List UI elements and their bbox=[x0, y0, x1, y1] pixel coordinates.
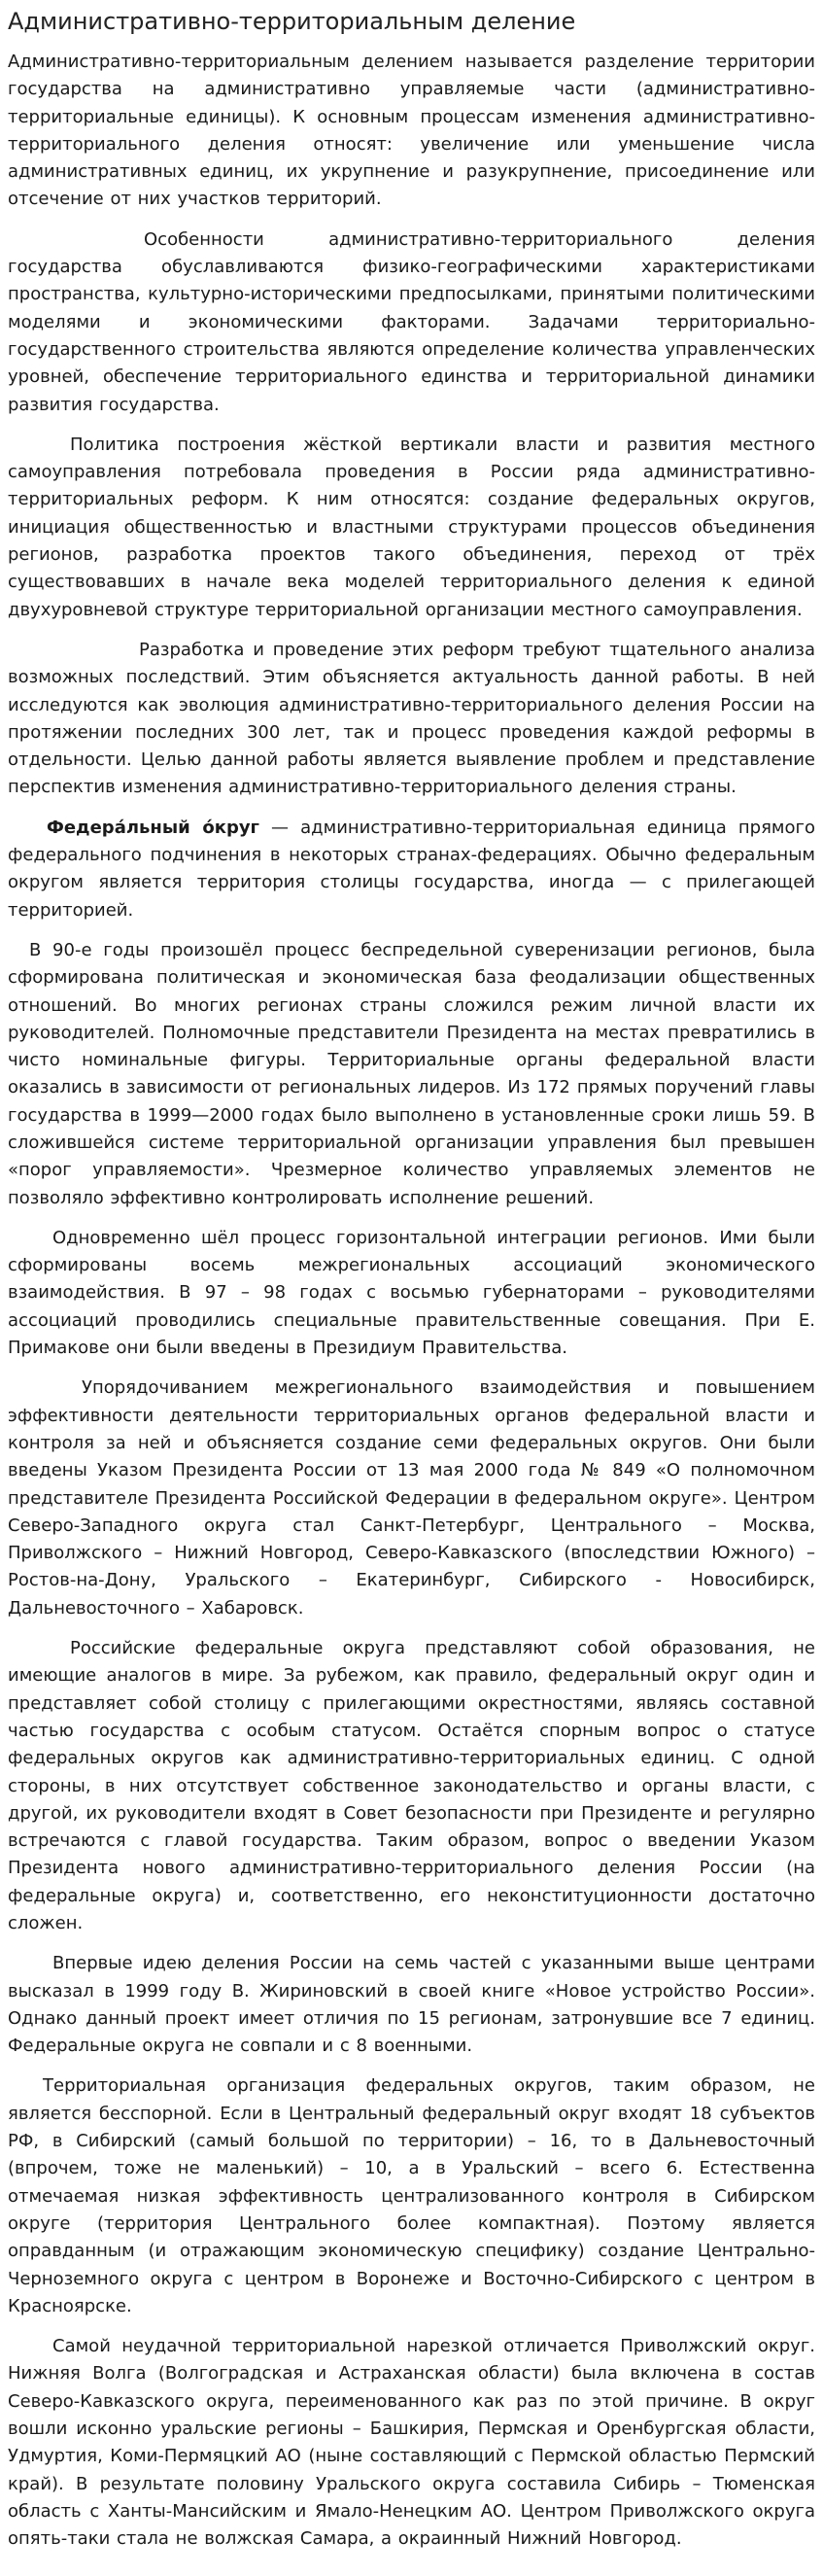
paragraph-volga: Самой неудачной территориальной нарезкой отличается Приволжский округ. Нижняя Волга (Волгоградская и Астраханская области) была включена в состав Северо-Кавказского округа, переименованного как раз по этой причине. В округ вошли исконно уральские регионы – Башкирия, Пермская и Оренбургская области, Удмуртия, Коми-Пермяцкий АО (ныне составляющий с Пермской областью Пермский край). В результате половину Уральского округа составила Сибирь – Тюменская область с Ханты-Мансийским и Ямало-Ненецким АО. Центром Приволжского округа опять-таки стала не волжская Самара, а окраинный Нижний Новгород. bbox=[8, 2336, 815, 2550]
paragraph-features: Особенности административно-территориального деления государства обуславливаются физико-географическими характеристиками пространства, культурно-историческими предпосылками, принятыми политическими моделями и экономическими факторами. Задачами территориально-государственного строительства являются определение количества управленческих уровней, обеспечение территориального единства и территориальной динамики развития государства. bbox=[8, 228, 815, 415]
paragraph-status: Российские федеральные округа представляют собой образования, не имеющие аналогов в мире. За рубежом, как правило, федеральный округ один и представляет собой столицу с прилегающими окрестностями, являясь составной частью государства с особым статусом. Остаётся спорным вопрос о статусе федеральных округов как административно-территориальных единиц. С одной стороны, в них отсутствует собственное законодательство и органы власти, с другой, их руководители входят в Совет безопасности при Президенте и регулярно встречаются с главой государства. Таким образом, вопрос о введении Указом Президента нового административно-территориального деления России (на федеральные округа) и, соответственно, его неконституционности достаточно сложен. bbox=[8, 1638, 815, 1933]
paragraph-zhirinovsky: Впервые идею деления России на семь частей с указанными выше центрами высказал в 1999 году В. Жириновский в своей книге «Новое устройство России». Однако данный проект имеет отличия по 15 регионам, затронувшие все 7 единиц. Федеральные округа не совпали и с 8 военными. bbox=[8, 1953, 815, 2057]
paragraph-90s: В 90-е годы произошёл процесс беспредельной суверенизации регионов, была сформирована политическая и экономическая база феодализации общественных отношений. Во многих регионах страны сложился режим личной власти их руководителей. Полномочные представители Президента на местах превратились в чисто номинальные фигуры. Территориальные органы федеральной власти оказались в зависимости от региональных лидеров. Из 172 прямых поручений главы государства в 1999—2000 годах было выполнено в установленные сроки лишь 59. В сложившейся системе территориальной организации управления был превышен «порог управляемости». Чрезмерное количество управляемых элементов не позволяло эффективно контролировать исполнение решений. bbox=[8, 939, 815, 1208]
paragraph-integration: Одновременно шёл процесс горизонтальной интеграции регионов. Ими были сформированы восемь межрегиональных ассоциаций экономического взаимодействия. В 97 – 98 годах с восьмью губернаторами – руководителями ассоциаций проводились специальные правительственные совещания. При Е. Примакове они были введены в Президиум Правительства. bbox=[8, 1227, 815, 1359]
paragraph-intro: Административно-территориальным делением называется разделение территории государства на административно управляемые части (административно-территориальные единицы). К основным процессам изменения административно-территориального деления относят: увеличение или уменьшение числа административных единиц, их укрупнение и разукрупнение, присоединение или отсечение от них участков территорий. bbox=[8, 52, 815, 210]
paragraph-policy: Политика построения жёсткой вертикали власти и развития местного самоуправления потребовала проведения в России ряда административно-территориальных реформ. К ним относятся: создание федеральных округов, инициация общественностью и властными структурами процессов объединения регионов, разработка проектов такого объединения, переход от трёх существовавших в начале века моделей территориального деления к единой двухуровневой структуре территориальной организации местного самоуправления. bbox=[8, 434, 815, 620]
paragraph-research: Разработка и проведение этих реформ требуют тщательного анализа возможных последствий. Этим объясняется актуальность данной работы. В ней исследуются как эволюция административно-территориального деления России на протяжении последних 300 лет, так и процесс проведения каждой реформы в отдельности. Целью данной работы является выявление проблем и представление перспектив изменения административно-территориального деления страны. bbox=[8, 639, 815, 798]
paragraph-seven-districts: Упорядочиванием межрегионального взаимодействия и повышением эффективности деятельности территориальных органов федеральной власти и контроля за ней и объясняется создание семи федеральных округов. Они были введены Указом Президента России от 13 мая 2000 года № 849 «О полномочном представителе Президента Российской Федерации в федеральном округе». Центром Северо-Западного округа стал Санкт-Петербург, Центрального – Москва, Приволжского – Нижний Новгород, Северо-Кавказского (впоследствии Южного) – Ростов-на-Дону, Уральского – Екатеринбург, Сибирского - Новосибирск, Дальневосточного – Хабаровск. bbox=[8, 1377, 815, 1619]
page-title: Административно-территориальным деление bbox=[8, 8, 576, 35]
paragraph-definition: Федера́льный о́круг — административно-территориальная единица прямого федерального подчинения в некоторых странах-федерациях. Обычно федеральным округом является территория столицы государства, иногда — с прилегающей территорией. bbox=[8, 817, 815, 921]
paragraph-organization: Территориальная организация федеральных округов, таким образом, не является бесспорной. Если в Центральный федеральный округ входят 18 субъектов РФ, в Сибирский (самый большой по территории) – 16, то в Дальневосточный (впрочем, тоже не маленький) – 10, а в Уральский – всего 6. Естественна отмечаемая низкая эффективность централизованного контроля в Сибирском округе (территория Центрального более компактная). Поэтому является оправданным (и отражающим экономическую специфику) создание Центрально-Черноземного округа с центром в Воронеже и Восточно-Сибирского с центром в Красноярске. bbox=[8, 2075, 815, 2316]
term-federal-district: Федера́льный о́круг bbox=[47, 817, 259, 838]
